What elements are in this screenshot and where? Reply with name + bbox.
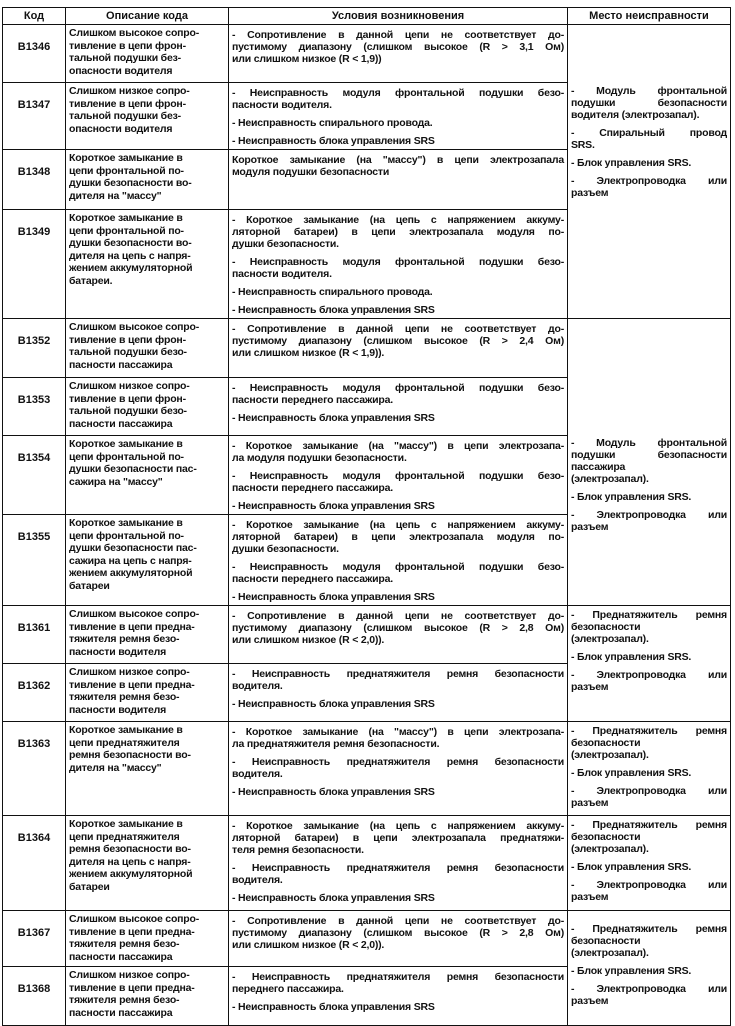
condition-item-line: водителя.	[232, 874, 283, 886]
condition-item-line: - Неисправность спирального провода.	[232, 117, 433, 129]
condition-item-line: - Сопротивление в данной цепи не соответствует до-	[232, 29, 564, 41]
description-cell	[66, 816, 229, 911]
description-line: пасности водителя	[69, 645, 167, 658]
description-cell	[66, 664, 229, 722]
description-line: Слишком высокое сопро-	[69, 321, 200, 333]
fault-location-item-line: пассажира	[571, 461, 626, 473]
description-line: дителя на цепь с напря-	[69, 855, 191, 868]
description-line: пасности водителя	[69, 703, 167, 716]
fault-location-item	[571, 879, 727, 903]
code-cell: B1363	[3, 722, 66, 816]
description-line: тальной подушки безо-	[69, 346, 187, 358]
condition-item-line: - Неисправность преднатяжителя ремня безопасности	[232, 971, 564, 983]
description-line: батареи.	[69, 274, 113, 287]
description-cell	[66, 722, 229, 816]
code-cell: B1348	[3, 150, 66, 210]
fault-location-item-line: SRS.	[571, 139, 595, 151]
condition-item-line: - Короткое замыкание (на цепь с напряжением аккуму-	[232, 820, 564, 832]
condition-item	[232, 470, 564, 494]
description-line: пасности пассажира	[69, 358, 173, 371]
fault-location-item	[571, 85, 727, 121]
fault-location-item	[571, 767, 727, 779]
description-cell	[66, 83, 229, 150]
condition-item-line: - Неисправность блока управления SRS	[232, 698, 435, 710]
description-line: тивление в цепи предна-	[69, 981, 195, 994]
description-line: тивление в цепи предна-	[69, 620, 195, 633]
description-line: дителя на цепь с напря-	[69, 249, 191, 262]
condition-item-line: пасности переднего пассажира.	[232, 573, 393, 585]
condition-item-line: ляторной батареи) в цепи электрозапала преднатяжи-	[232, 832, 564, 844]
condition-item	[232, 323, 564, 359]
code-cell: B1347	[3, 83, 66, 150]
conditions-cell	[229, 378, 568, 436]
fault-location-item	[571, 923, 727, 959]
code-cell: B1364	[3, 816, 66, 911]
code-cell: B1346	[3, 25, 66, 83]
description-line: Короткое замыкание в	[69, 818, 183, 830]
condition-item-line: теля ремня безопасности.	[232, 844, 364, 856]
description-line: батареи	[69, 880, 110, 893]
condition-item	[232, 862, 564, 886]
condition-item	[232, 1001, 564, 1013]
table-header	[3, 8, 731, 25]
description-line: тальной подушки без-	[69, 52, 181, 64]
description-line: жением аккумуляторной	[69, 868, 193, 880]
condition-item-line: - Неисправность модуля фронтальной подушки безо-	[232, 87, 564, 99]
description-line: душки безопасности во-	[69, 177, 192, 189]
condition-item-line: - Неисправность модуля фронтальной подушки безо-	[232, 256, 564, 268]
code-cell: B1354	[3, 436, 66, 515]
condition-item	[232, 668, 564, 692]
description-line: жением аккумуляторной	[69, 262, 193, 274]
description-line: Слишком высокое сопро-	[69, 27, 200, 39]
manual-page	[2, 7, 731, 1026]
description-line: пасности пассажира	[69, 417, 173, 430]
description-cell	[66, 378, 229, 436]
condition-item-line: - Неисправность преднатяжителя ремня безопасности	[232, 862, 564, 874]
fault-location-item-line: (электрозапал).	[571, 749, 649, 761]
table-row	[3, 319, 731, 378]
condition-item-line: пустимому диапазону (слишком высокое (R > 2,4 Ом)	[232, 335, 564, 347]
fault-location-item-line: - Блок управления SRS.	[571, 157, 692, 169]
description-cell	[66, 210, 229, 319]
condition-item	[232, 286, 564, 298]
fault-location-item-line: (электрозапал).	[571, 473, 649, 485]
description-cell	[66, 911, 229, 967]
condition-item-line: ляторной батареи) в цепи электрозапала модуля по-	[232, 531, 564, 543]
description-line: цепи фронтальной по-	[69, 224, 184, 237]
description-line: тяжителя ремня безо-	[69, 938, 180, 950]
description-line: Слишком низкое сопро-	[69, 380, 190, 392]
fault-location-item-line: - Блок управления SRS.	[571, 767, 692, 779]
description-line: душки безопасности пас-	[69, 542, 197, 554]
description-line: опасности водителя	[69, 64, 173, 77]
condition-item-line: ляторной батареи) в цепи электрозапала модуля по-	[232, 226, 564, 238]
fault-location-item	[571, 861, 727, 873]
condition-item-line: - Неисправность преднатяжителя ремня безопасности	[232, 668, 564, 680]
header-code: Код	[3, 8, 66, 25]
condition-item	[232, 610, 564, 646]
fault-location-item	[571, 819, 727, 855]
condition-item-line: ла модуля подушки безопасности.	[232, 452, 407, 464]
code-cell: B1349	[3, 210, 66, 319]
condition-item	[232, 726, 564, 750]
condition-item-line: пустимому диапазону (слишком высокое (R > 2,8 Ом)	[232, 927, 564, 939]
condition-item-line: пасности переднего пассажира.	[232, 482, 393, 494]
fault-location-item-line: - Блок управления SRS.	[571, 965, 692, 977]
table-row	[3, 911, 731, 967]
fault-location-item-line: - Электропроводка или	[571, 785, 727, 797]
fault-location-item	[571, 437, 727, 485]
description-cell	[66, 150, 229, 210]
fault-location-item-line: подушки безопасности	[571, 449, 727, 461]
description-line: тивление в цепи фрон-	[69, 97, 186, 110]
description-line: тяжителя ремня безо-	[69, 691, 180, 703]
fault-location-item	[571, 491, 727, 503]
condition-item-line: - Короткое замыкание (на цепь с напряжением аккуму-	[232, 519, 564, 531]
condition-item-line: ла преднатяжителя ремня безопасности.	[232, 738, 440, 750]
condition-item	[232, 135, 564, 147]
condition-item-line: - Сопротивление в данной цепи не соответствует до-	[232, 323, 564, 335]
code-cell: B1355	[3, 515, 66, 606]
conditions-cell	[229, 911, 568, 967]
fault-location-item-line: разъем	[571, 521, 609, 533]
table-row	[3, 606, 731, 664]
condition-item-line: - Сопротивление в данной цепи не соответствует до-	[232, 915, 564, 927]
description-line: цепи преднатяжителя	[69, 830, 180, 843]
condition-item-line: или слишком низкое (R < 2,0)).	[232, 939, 385, 951]
fault-location-item	[571, 725, 727, 761]
conditions-cell	[229, 83, 568, 150]
description-line: душки безопасности пас-	[69, 463, 197, 475]
fault-location-item-line: разъем	[571, 187, 609, 199]
condition-item-line: пасности переднего пассажира.	[232, 394, 393, 406]
condition-item	[232, 915, 564, 951]
fault-location-cell	[568, 911, 731, 1026]
description-line: пасности пассажира	[69, 950, 173, 963]
condition-item	[232, 29, 564, 65]
code-cell: B1367	[3, 911, 66, 967]
condition-item-line: - Неисправность блока управления SRS	[232, 892, 435, 904]
condition-item	[232, 698, 564, 710]
fault-location-item	[571, 965, 727, 977]
condition-item-line: - Сопротивление в данной цепи не соответствует до-	[232, 610, 564, 622]
fault-location-item-line: (электрозапал).	[571, 843, 649, 855]
description-cell	[66, 25, 229, 83]
fault-location-cell	[568, 319, 731, 606]
table-body	[3, 25, 731, 1026]
condition-item-line: Короткое замыкание (на "массу") в цепи электрозапала	[232, 154, 564, 166]
condition-item-line: - Неисправность спирального провода.	[232, 286, 433, 298]
code-cell: B1362	[3, 664, 66, 722]
condition-item-line: душки безопасности.	[232, 238, 339, 250]
description-line: душки безопасности во-	[69, 237, 192, 249]
description-line: тивление в цепи фрон-	[69, 39, 186, 52]
condition-item	[232, 304, 564, 316]
description-line: цепи преднатяжителя	[69, 736, 180, 749]
condition-item	[232, 786, 564, 798]
conditions-cell	[229, 210, 568, 319]
fault-code-table	[2, 7, 731, 1026]
fault-location-item-line: - Электропроводка или	[571, 879, 727, 891]
fault-location-item	[571, 785, 727, 809]
conditions-cell	[229, 664, 568, 722]
fault-location-item-line: - Электропроводка или	[571, 669, 727, 681]
condition-item	[232, 440, 564, 464]
condition-item	[232, 892, 564, 904]
description-line: сажира на "массу"	[69, 475, 163, 488]
condition-item	[232, 154, 564, 178]
condition-item-line: водителя.	[232, 680, 283, 692]
description-line: Короткое замыкание в	[69, 212, 183, 224]
description-line: тяжителя ремня безо-	[69, 633, 180, 645]
description-line: Короткое замыкание в	[69, 152, 183, 164]
fault-location-item	[571, 983, 727, 1007]
header-fault-location: Место неисправности	[568, 8, 731, 25]
fault-location-item-line: водителя (электрозапал).	[571, 109, 700, 121]
condition-item-line: - Неисправность модуля фронтальной подушки безо-	[232, 382, 564, 394]
description-line: пасности пассажира	[69, 1006, 173, 1019]
condition-item	[232, 561, 564, 585]
description-cell	[66, 967, 229, 1026]
description-line: Слишком высокое сопро-	[69, 913, 200, 925]
condition-item-line: модуля подушки безопасности	[232, 166, 390, 178]
fault-location-item-line: - Преднатяжитель ремня	[571, 609, 727, 621]
conditions-cell	[229, 319, 568, 378]
fault-location-item-line: - Преднатяжитель ремня	[571, 923, 727, 935]
code-cell: B1352	[3, 319, 66, 378]
description-line: Слишком низкое сопро-	[69, 969, 190, 981]
fault-location-item-line: - Модуль фронтальной	[571, 437, 727, 449]
condition-item-line: или слишком низкое (R < 1,9)).	[232, 347, 385, 359]
condition-item-line: водителя.	[232, 768, 283, 780]
description-line: цепи фронтальной по-	[69, 450, 184, 463]
condition-item	[232, 87, 564, 111]
condition-item-line: - Неисправность модуля фронтальной подушки безо-	[232, 561, 564, 573]
condition-item-line: пустимому диапазону (слишком высокое (R > 3,1 Ом)	[232, 41, 564, 53]
condition-item-line: - Неисправность блока управления SRS	[232, 1001, 435, 1013]
condition-item	[232, 117, 564, 129]
condition-item	[232, 382, 564, 406]
fault-location-item	[571, 609, 727, 645]
description-line: ремня безопасности во-	[69, 843, 191, 855]
condition-item	[232, 500, 564, 512]
description-line: Слишком высокое сопро-	[69, 608, 200, 620]
description-line: Короткое замыкание в	[69, 724, 183, 736]
condition-item-line: - Короткое замыкание (на цепь с напряжением аккуму-	[232, 214, 564, 226]
description-line: Короткое замыкание в	[69, 438, 183, 450]
description-line: цепи фронтальной по-	[69, 529, 184, 542]
description-line: сажира на цепь с напря-	[69, 554, 192, 567]
fault-location-item-line: разъем	[571, 995, 609, 1007]
condition-item-line: или слишком низкое (R < 2,0)).	[232, 634, 385, 646]
conditions-cell	[229, 606, 568, 664]
fault-location-item-line: - Блок управления SRS.	[571, 651, 692, 663]
fault-location-item-line: (электрозапал).	[571, 633, 649, 645]
conditions-cell	[229, 515, 568, 606]
fault-location-cell	[568, 25, 731, 319]
description-line: Короткое замыкание в	[69, 517, 183, 529]
fault-location-item-line: безопасности	[571, 737, 641, 749]
condition-item-line: - Неисправность блока управления SRS	[232, 786, 435, 798]
condition-item-line: - Неисправность блока управления SRS	[232, 412, 435, 424]
conditions-cell	[229, 722, 568, 816]
fault-location-item-line: - Преднатяжитель ремня	[571, 725, 727, 737]
description-cell	[66, 319, 229, 378]
condition-item	[232, 971, 564, 995]
table-row	[3, 816, 731, 911]
fault-location-item-line: - Блок управления SRS.	[571, 861, 692, 873]
conditions-cell	[229, 25, 568, 83]
condition-item-line: - Неисправность блока управления SRS	[232, 304, 435, 316]
description-line: тяжителя ремня безо-	[69, 994, 180, 1006]
fault-location-item-line: - Электропроводка или	[571, 509, 727, 521]
conditions-cell	[229, 150, 568, 210]
conditions-cell	[229, 436, 568, 515]
code-cell: B1368	[3, 967, 66, 1026]
fault-location-cell	[568, 606, 731, 722]
fault-location-item-line: (электрозапал).	[571, 947, 649, 959]
description-line: тивление в цепи фрон-	[69, 333, 186, 346]
fault-location-cell	[568, 816, 731, 911]
fault-location-item	[571, 157, 727, 169]
fault-location-item	[571, 669, 727, 693]
fault-location-item-line: подушки безопасности	[571, 97, 727, 109]
conditions-cell	[229, 967, 568, 1026]
fault-location-item	[571, 175, 727, 199]
description-line: дителя на "массу"	[69, 189, 162, 202]
header-conditions: Условия возникновения	[229, 8, 568, 25]
fault-location-cell	[568, 722, 731, 816]
description-line: батареи	[69, 579, 110, 592]
fault-location-item-line: разъем	[571, 797, 609, 809]
condition-item	[232, 591, 564, 603]
condition-item-line: пасности водителя.	[232, 99, 332, 111]
condition-item-line: пустимому диапазону (слишком высокое (R > 2,8 Ом)	[232, 622, 564, 634]
condition-item	[232, 519, 564, 555]
description-line: ремня безопасности во-	[69, 749, 191, 761]
description-line: тальной подушки безо-	[69, 405, 187, 417]
fault-location-item-line: разъем	[571, 681, 609, 693]
fault-location-item-line: - Спиральный провод	[571, 127, 727, 139]
description-line: жением аккумуляторной	[69, 567, 193, 579]
condition-item-line: - Неисправность блока управления SRS	[232, 135, 435, 147]
condition-item-line: пасности водителя.	[232, 268, 332, 280]
description-line: опасности водителя	[69, 122, 173, 135]
condition-item-line: или слишком низкое (R < 1,9))	[232, 53, 382, 65]
fault-location-item-line: - Преднатяжитель ремня	[571, 819, 727, 831]
condition-item-line: - Короткое замыкание (на "массу") в цепи электрозапа-	[232, 726, 564, 738]
description-line: дителя на "массу"	[69, 761, 162, 774]
description-line: тивление в цепи фрон-	[69, 392, 186, 405]
fault-location-item	[571, 509, 727, 533]
table-row	[3, 25, 731, 83]
condition-item-line: - Неисправность блока управления SRS	[232, 591, 435, 603]
condition-item-line: - Неисправность блока управления SRS	[232, 500, 435, 512]
condition-item-line: переднего пассажира.	[232, 983, 344, 995]
fault-location-item	[571, 127, 727, 151]
fault-location-item-line: - Блок управления SRS.	[571, 491, 692, 503]
condition-item	[232, 756, 564, 780]
condition-item-line: душки безопасности.	[232, 543, 339, 555]
description-cell	[66, 606, 229, 664]
condition-item	[232, 412, 564, 424]
fault-location-item-line: - Электропроводка или	[571, 175, 727, 187]
description-line: Слишком низкое сопро-	[69, 85, 190, 97]
condition-item-line: - Неисправность модуля фронтальной подушки безо-	[232, 470, 564, 482]
description-cell	[66, 436, 229, 515]
condition-item	[232, 256, 564, 280]
table-row	[3, 722, 731, 816]
conditions-cell	[229, 816, 568, 911]
description-line: тальной подушки без-	[69, 110, 181, 122]
fault-location-item-line: - Модуль фронтальной	[571, 85, 727, 97]
fault-location-item-line: разъем	[571, 891, 609, 903]
condition-item	[232, 214, 564, 250]
condition-item-line: - Неисправность преднатяжителя ремня безопасности	[232, 756, 564, 768]
fault-location-item-line: безопасности	[571, 621, 641, 633]
fault-location-item	[571, 651, 727, 663]
fault-location-item-line: - Электропроводка или	[571, 983, 727, 995]
header-description: Описание кода	[66, 8, 229, 25]
condition-item	[232, 820, 564, 856]
code-cell: B1361	[3, 606, 66, 664]
description-line: тивление в цепи предна-	[69, 678, 195, 691]
fault-location-item-line: безопасности	[571, 935, 641, 947]
code-cell: B1353	[3, 378, 66, 436]
description-line: Слишком низкое сопро-	[69, 666, 190, 678]
description-line: цепи фронтальной по-	[69, 164, 184, 177]
description-line: тивление в цепи предна-	[69, 925, 195, 938]
description-cell	[66, 515, 229, 606]
condition-item-line: - Короткое замыкание (на "массу") в цепи электрозапа-	[232, 440, 564, 452]
fault-location-item-line: безопасности	[571, 831, 641, 843]
